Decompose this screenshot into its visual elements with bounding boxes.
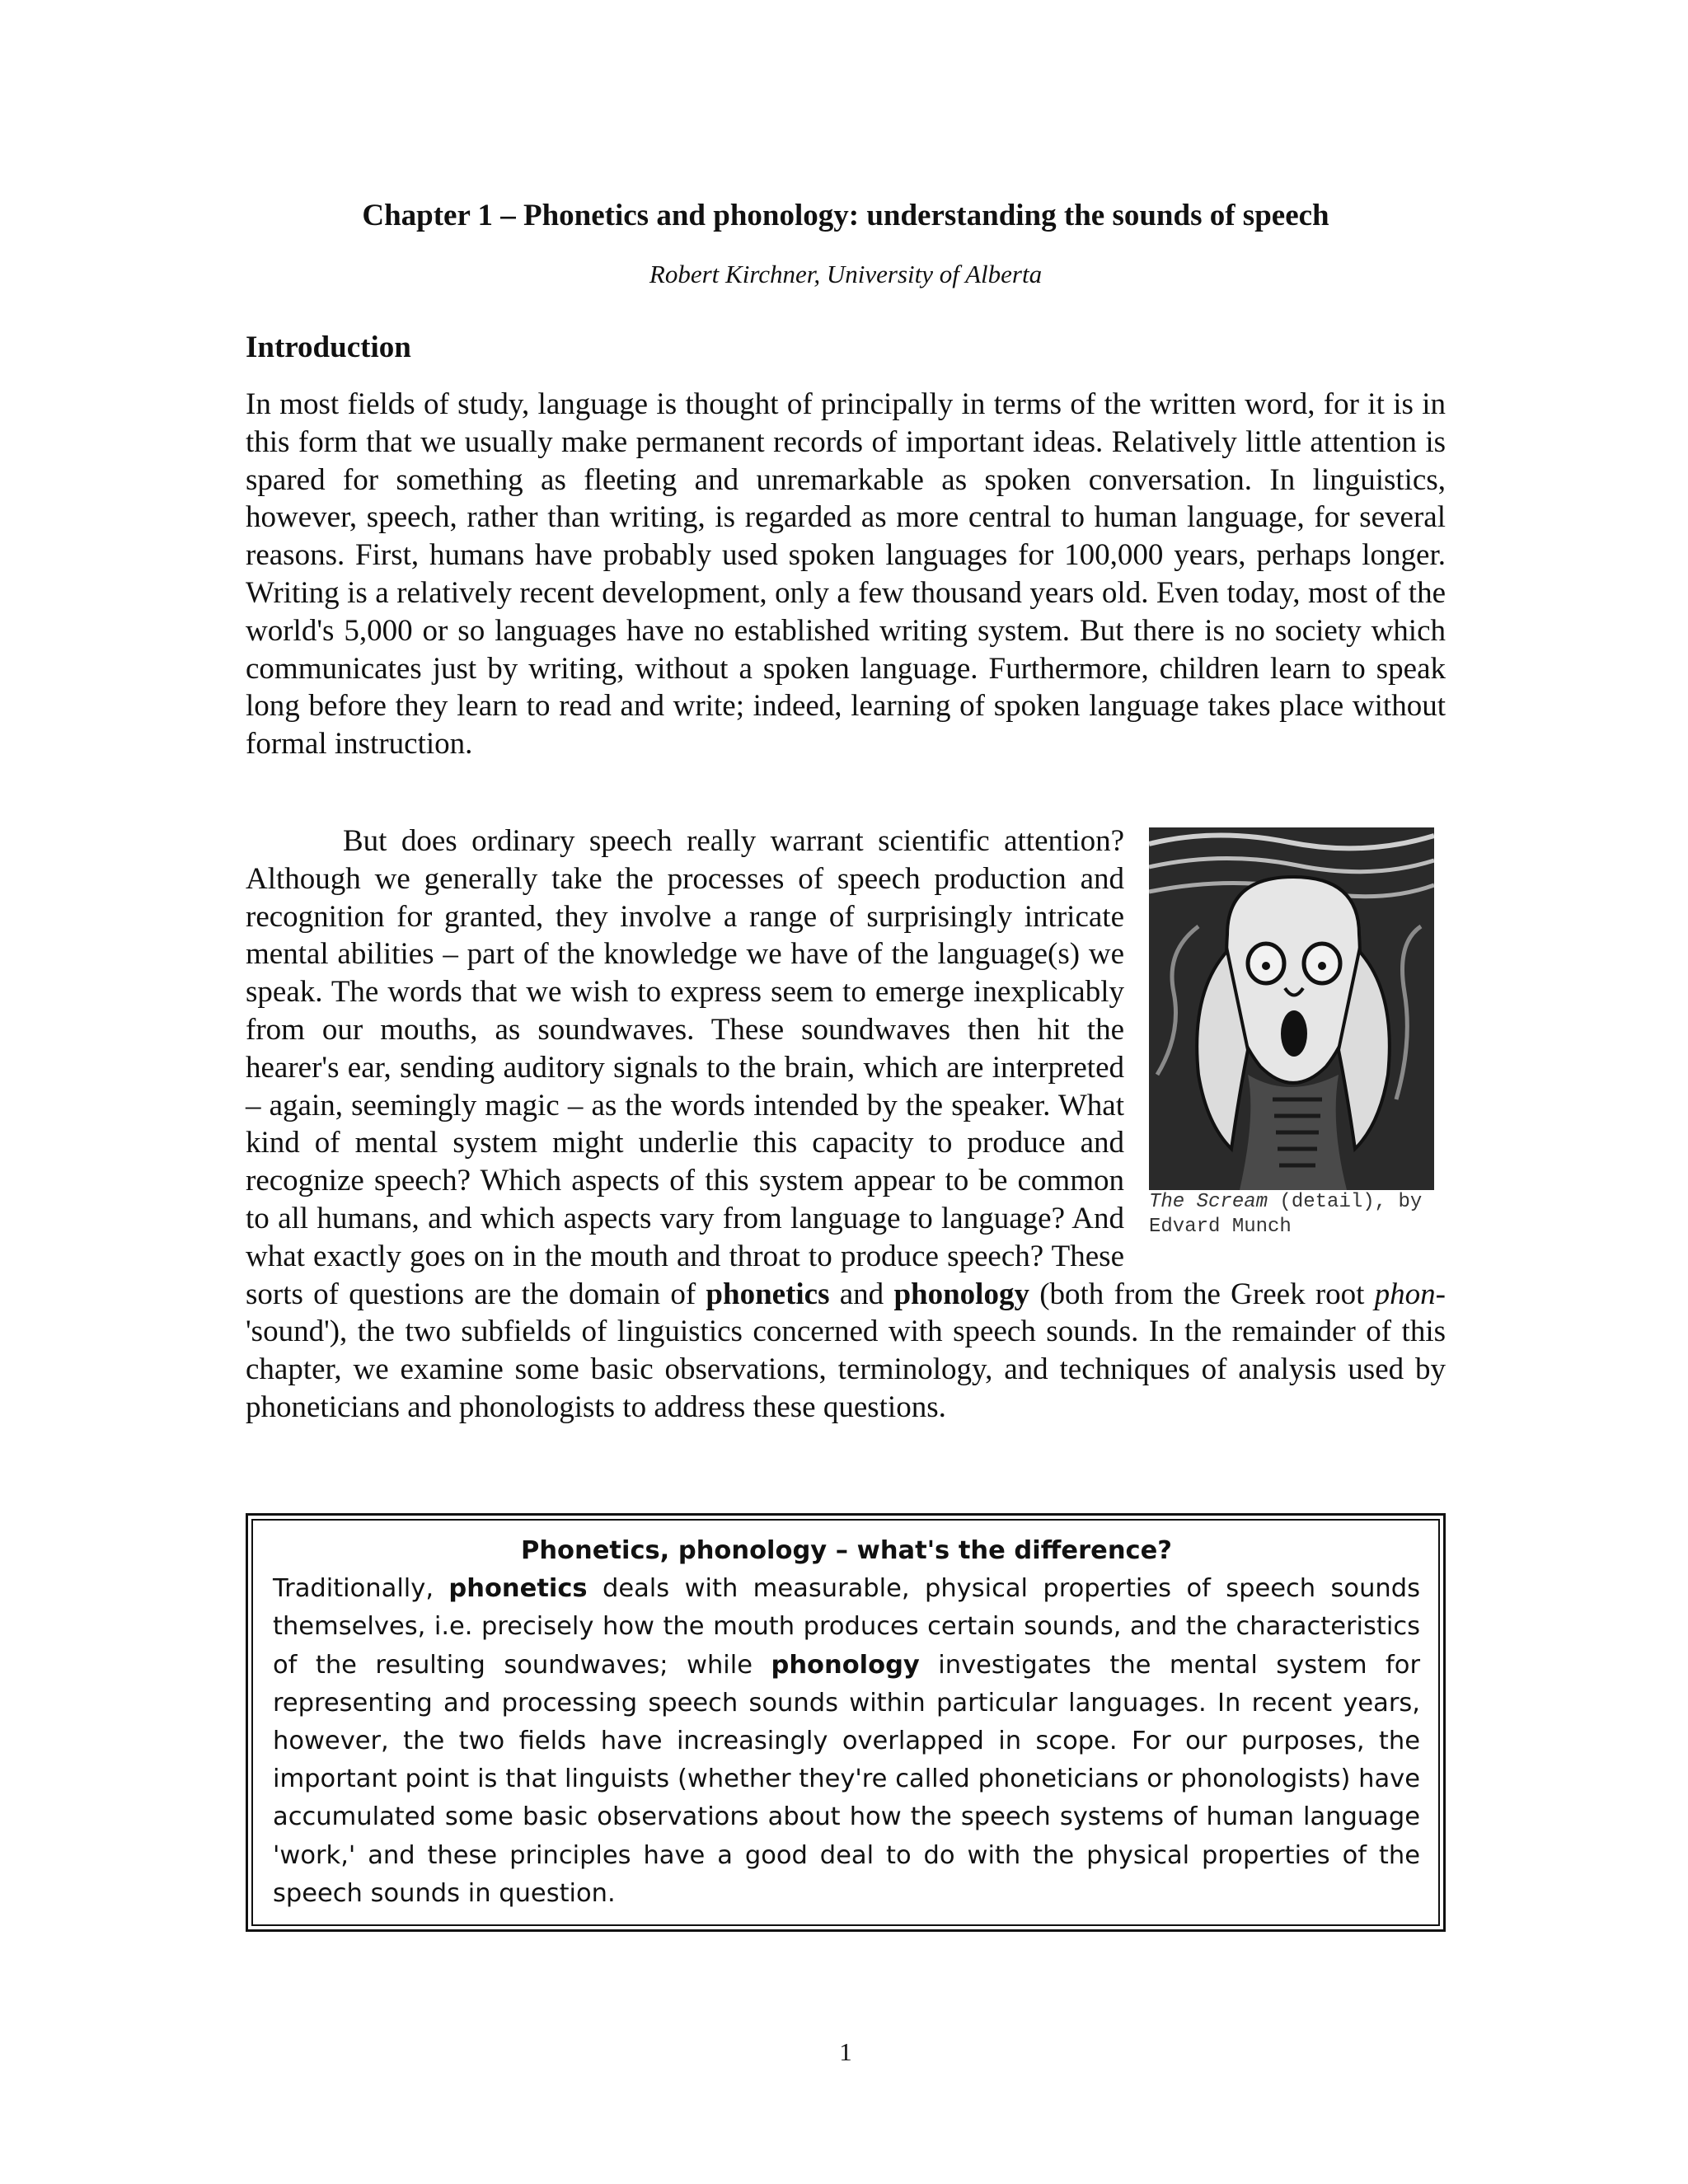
sidebar-term-phonetics: phonetics [448,1574,588,1604]
greek-root: phon- [1374,1277,1446,1311]
sidebar-box-inner [251,1519,1440,1926]
sidebar-text-2: deals with measurable, physical properties of speech sounds themselves, i.e. precisely how the mouth produces certain sounds, and the characteristics of the resulting soundwaves; while [273,1574,1420,1680]
author-line: Robert Kirchner, University of Alberta [649,260,1043,288]
sidebar-text-3: investigates the mental system for representing and processing speech sounds within particular languages. In recent years, however, the two fields have increasingly overlapped in scope. For our purposes, the important point is that linguists (whether they're called phoneticians or phonologists) have accumulated some basic observations about how the speech systems of human language 'work,' and these principles have a good deal to do with the physical properties of the speech sounds in question. [273,1650,1420,1908]
page-number: 1 [839,2037,852,2066]
caption-rest: (detail), by Edvard Munch [1149,1191,1423,1238]
document-page [246,0,1446,2184]
para2-text-3: 'sound'), the two subfields of linguistics concerned with speech sounds. In the remainder of this chapter, we examine some basic observations, terminology, and techniques of analysis used by phoneticians and phonologists to address these questions. [246,1315,1446,1424]
chapter-title: Chapter 1 – Phonetics and phonology: understanding the sounds of speech [362,199,1329,232]
sidebar-box [246,1513,1446,1932]
sidebar-term-phonology: phonology [771,1650,920,1680]
scream-figure [1149,827,1446,1256]
term-phonetics: phonetics [706,1277,830,1311]
para2-and: and [829,1277,894,1311]
figure-caption [1149,1190,1446,1240]
intro-paragraph-2 [246,823,1446,1427]
sidebar-text-1: Traditionally, [273,1574,449,1604]
sidebar-title: Phonetics, phonology – what's the difference? [520,1536,1172,1565]
caption-title: The Scream [1149,1191,1268,1213]
section-heading-introduction: Introduction [246,330,411,364]
intro-paragraph-1: In most fields of study, language is thought of principally in terms of the written word, for it is in this form that we usually make permanent records of important ideas. Relatively little attention is spared for something as fleeting and unremarkable as spoken conversation. In linguistics, however, speech, rather than writing, is regarded as more central to human language, for several reasons. First, humans have probably used spoken languages for 100,000 years, perhaps longer. Writing is a relatively recent development, only a few thousand years old. Even today, most of the world's 5,000 or so languages have no established writing system. But there is no society which communicates just by writing, without a spoken language. Furthermore, children learn to speak long before they learn to read and write; indeed, learning of spoken language takes place without formal instruction. [246,387,1446,762]
term-phonology: phonology [893,1277,1029,1311]
para2-text-1: But does ordinary speech really warrant scientific attention? Although we generally take the processes of speech production and recognition for granted, they involve a range of surprisingly intricate mental abilities – part of the knowledge we have of the language(s) we speak. The words that we wish to express seem to emerge inexplicably from our mouths, as soundwaves. These soundwaves then hit the hearer's ear, sending auditory signals to the brain, which are interpreted – again, seemingly magic – as the words intended by the speaker. What kind of mental system might underlie this capacity to produce and recognize speech? Which aspects of this system appear to be common to all humans, and which aspects vary from language to language? And what exactly goes on in the mouth and throat to produce speech? These sorts of questions are the domain of [246,824,1124,1311]
para2-text-2: (both from the Greek root [1029,1277,1375,1311]
sidebar-body [273,1570,1420,1913]
scream-painting-image [1149,827,1434,1190]
